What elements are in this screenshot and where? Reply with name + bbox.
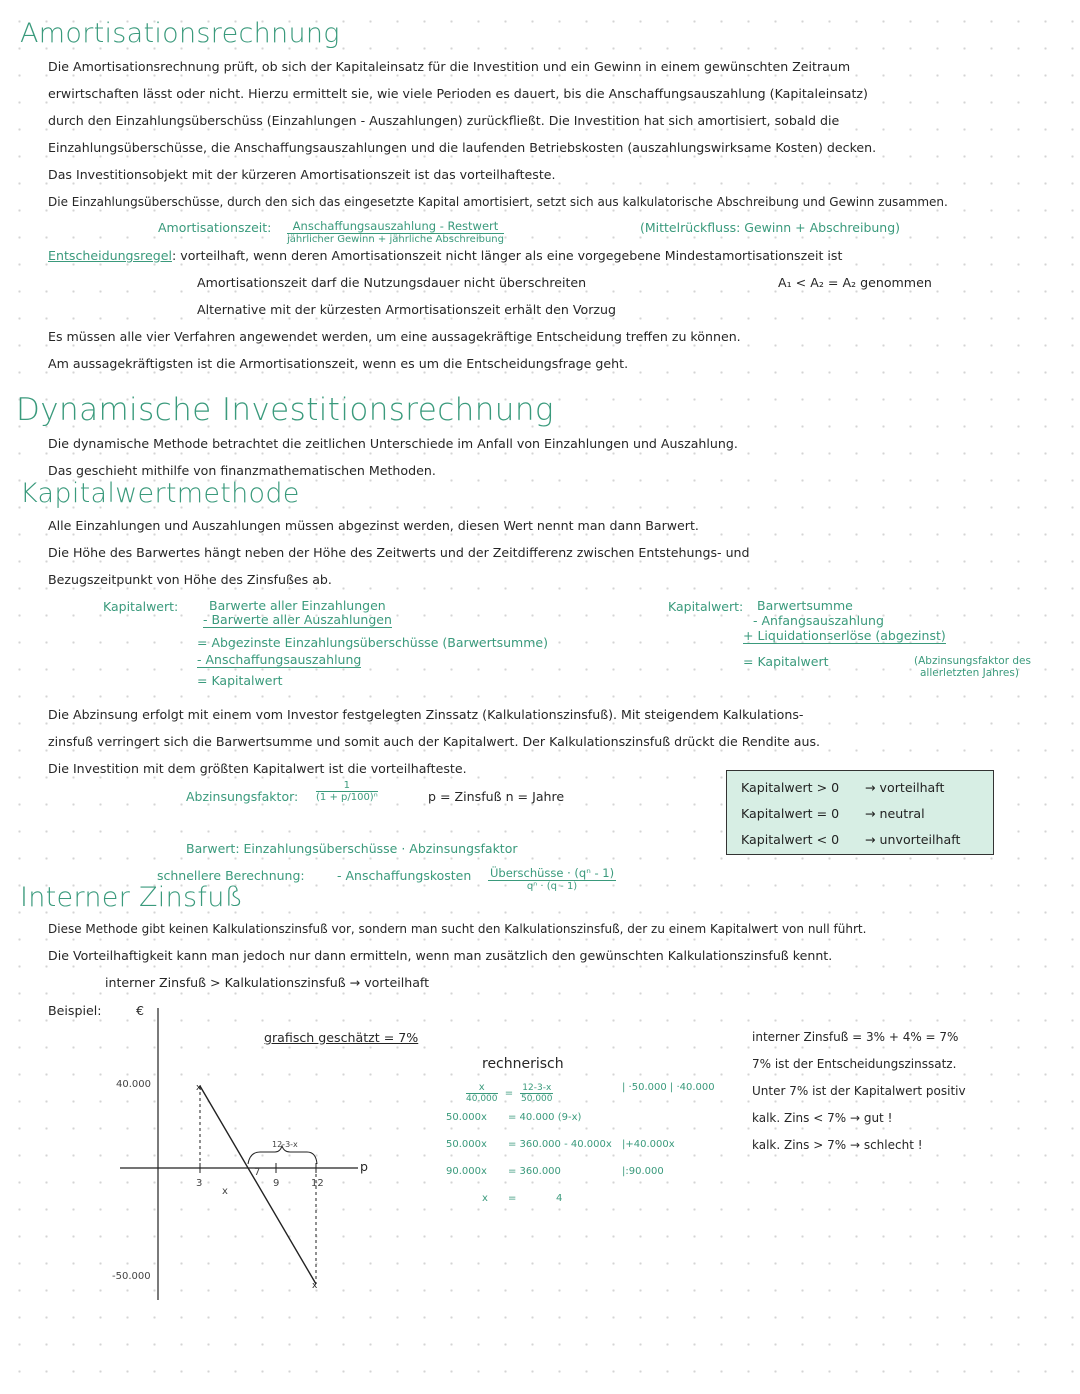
kw-right-note-1: (Abzinsungsfaktor des <box>914 655 1031 667</box>
dynamic-line-2: Das geschieht mithilfe von finanzmathematischen Methoden. <box>48 463 436 478</box>
rechnerisch-row-3b: = 360.000 <box>508 1166 561 1177</box>
amort-line-5: Das Investitionsobjekt mit der kürzeren Amortisationszeit ist das vorteilhafteste. <box>48 167 556 182</box>
amort-formula <box>287 219 504 245</box>
kw-line-4: Die Abzinsung erfolgt mit einem vom Investor festgelegten Zinssatz (Kalkulationszinsfuß). Mit steigendem Kalkulations- <box>48 707 804 722</box>
y-tick-bottom: -50.000 <box>112 1271 151 1282</box>
x-tick-9: 9 <box>273 1178 280 1189</box>
rechnerisch-row-2a: 50.000x <box>446 1139 487 1150</box>
kw-left-3: = Abgezinste Einzahlungsüberschüsse (Barwertsumme) <box>197 635 548 650</box>
x-tick-7: 7 <box>254 1167 261 1178</box>
kw-right-2: - Anfangsauszahlung <box>753 613 884 628</box>
point-mark-top: x <box>196 1083 202 1093</box>
x-tick-12: 12 <box>311 1178 324 1189</box>
abzinsungsfaktor-label: Abzinsungsfaktor: <box>186 789 299 804</box>
x-axis-label: p <box>360 1159 368 1174</box>
box-row-negative: Kapitalwert < 0 → unvorteilhaft <box>741 832 961 847</box>
kw-left-5: = Kapitalwert <box>197 673 283 688</box>
rechnerisch-row-1b: = 40.000 (9-x) <box>508 1112 582 1123</box>
schnell-denominator: qⁿ · (q - 1) <box>526 881 578 892</box>
euro-label: € <box>136 1003 145 1018</box>
kw-left-1: Barwerte aller Einzahlungen <box>209 598 386 613</box>
amort-formula-denominator: jährlicher Gewinn + jährliche Abschreibung <box>287 234 504 245</box>
iz-line-2: Die Vorteilhaftigkeit kann man jedoch nur dann ermitteln, wenn man zusätzlich den gewünschten Kalkulationszinsfuß kennt. <box>48 948 833 963</box>
schnell-numerator: Überschüsse · (qⁿ - 1) <box>490 866 615 880</box>
note-4: kalk. Zins < 7% → gut ! <box>752 1111 893 1125</box>
amort-rule-2-side: A₁ < A₂ = A₂ genommen <box>778 275 932 290</box>
note-3: Unter 7% ist der Kapitalwert positiv <box>752 1084 966 1098</box>
rechnerisch-row-2c: |+40.000x <box>622 1139 675 1150</box>
amort-line-4: Einzahlungsüberschüsse, die Anschaffungsauszahlungen und die laufenden Betriebskosten (auszahlungswirksame Kosten) decken. <box>48 140 877 155</box>
amort-rule-3: Alternative mit der kürzesten Armortisationszeit erhält den Vorzug <box>197 302 616 317</box>
kw-right-4: = Kapitalwert <box>743 654 829 669</box>
kapitalwert-line <box>200 1086 316 1284</box>
beispiel-label: Beispiel: <box>48 1003 102 1018</box>
kw-left-label: Kapitalwert: <box>103 599 179 614</box>
note-2: 7% ist der Entscheidungszinssatz. <box>752 1057 957 1071</box>
rechnerisch-side: | ·50.000 | ·40.000 <box>622 1082 715 1093</box>
kw-line-1: Alle Einzahlungen und Auszahlungen müssen abgezinst werden, diesen Wert nennt man dann Barwert. <box>48 518 699 533</box>
rechnerisch-row-2b: = 360.000 - 40.000x <box>508 1139 612 1150</box>
kapitalwert-decision-box <box>726 770 994 855</box>
amort-line-1: Die Amortisationsrechnung prüft, ob sich der Kapitaleinsatz für die Investition und ein Gewinn in einem gewünschten Zeitraum <box>48 59 851 74</box>
rechnerisch-row-4b: = <box>508 1193 517 1204</box>
x-tick-x: x <box>222 1186 228 1197</box>
kw-line-3: Bezugszeitpunkt von Höhe des Zinsfußes ab. <box>48 572 332 587</box>
abz-numerator: 1 <box>316 780 378 792</box>
x-tick-3: 3 <box>196 1178 203 1189</box>
iz-line-3: interner Zinsfuß > Kalkulationszinsfuß → vorteilhaft <box>105 975 430 990</box>
amort-rule <box>48 248 842 264</box>
rechnerisch-row-3a: 90.000x <box>446 1166 487 1177</box>
amort-line-3: durch den Einzahlungsüberschüss (Einzahlungen - Auszahlungen) zurückfließt. Die Investition hat sich amortisiert, sobald die <box>48 113 840 128</box>
section-title-kapitalwert: Kapitalwertmethode <box>20 478 300 509</box>
rechnerisch-row-4c: 4 <box>556 1193 563 1204</box>
brace-label: 12-3-x <box>272 1140 298 1149</box>
amort-line-6: Die Einzahlungsüberschüsse, durch den sich das eingesetzte Kapital amortisiert, setzt sich aus kalkulatorische Abschreibung und Gewinn zusammen. <box>48 195 948 209</box>
kw-line-6: Die Investition mit dem größten Kapitalwert ist die vorteilhafteste. <box>48 761 467 776</box>
note-5: kalk. Zins > 7% → schlecht ! <box>752 1138 923 1152</box>
amort-line-8: Am aussagekräftigsten ist die Armortisationszeit, wenn es um die Entscheidungsfrage geht. <box>48 356 629 371</box>
kw-right-note-2: allerletzten Jahres) <box>920 667 1019 679</box>
rechnerisch-row-1a: 50.000x <box>446 1112 487 1123</box>
rechnerisch-eq: $\frac{x}{40.000}$ = $\frac{12-3-x}{50.000}$ <box>466 1082 553 1104</box>
schnell-label: schnellere Berechnung: <box>157 868 305 883</box>
abz-variables: p = Zinsfuß n = Jahre <box>428 789 565 804</box>
kw-line-5: zinsfuß verringert sich die Barwertsumme und somit auch der Kapitalwert. Der Kalkulationszinsfuß drückt die Rendite aus. <box>48 734 821 749</box>
amort-formula-numerator: Anschaffungsauszahlung - Restwert <box>287 219 504 234</box>
rechnerisch-title: rechnerisch <box>482 1056 564 1072</box>
section-title-dynamic: Dynamische Investitionsrechnung <box>16 392 554 428</box>
note-1: interner Zinsfuß = 3% + 4% = 7% <box>752 1030 959 1044</box>
kw-left-4: - Anschaffungsauszahlung <box>197 652 362 667</box>
amort-rule-2: Amortisationszeit darf die Nutzungsdauer nicht überschreiten <box>197 275 587 290</box>
amort-line-7: Es müssen alle vier Verfahren angewendet werden, um eine aussagekräftige Entscheidung treffen zu können. <box>48 329 741 344</box>
box-row-positive: Kapitalwert > 0 → vorteilhaft <box>741 780 945 795</box>
amort-rule-1: : vorteilhaft, wenn deren Amortisationszeit nicht länger als eine vorgegebene Mindestamortisationszeit ist <box>172 248 843 263</box>
y-tick-top: 40.000 <box>116 1079 151 1090</box>
iz-line-1: Diese Methode gibt keinen Kalkulationszinsfuß vor, sondern man sucht den Kalkulationszinsfuß, der zu einem Kapitalwert von null führt. <box>48 922 867 936</box>
abzinsungsfaktor-formula <box>316 780 378 803</box>
graph-title: grafisch geschätzt = 7% <box>264 1030 419 1045</box>
barwert-formula: Barwert: Einzahlungsüberschüsse · Abzinsungsfaktor <box>186 841 518 856</box>
section-title-interner: Interner Zinsfuß <box>20 882 244 913</box>
rechnerisch-row-3c: |:90.000 <box>622 1166 664 1177</box>
dynamic-line-1: Die dynamische Methode betrachtet die zeitlichen Unterschiede im Anfall von Einzahlungen und Auszahlung. <box>48 436 738 451</box>
schnell-expr: - Anschaffungskosten <box>337 868 472 883</box>
abz-denominator: (1 + p/100)ⁿ <box>316 792 378 803</box>
interner-zinsfuss-graph <box>100 1000 400 1310</box>
kw-right-label: Kapitalwert: <box>668 599 744 614</box>
box-row-neutral: Kapitalwert = 0 → neutral <box>741 806 925 821</box>
kw-right-3: + Liquidationserlöse (abgezinst) <box>743 628 946 643</box>
schnell-fraction <box>488 866 616 892</box>
point-mark-bottom: x <box>312 1281 318 1291</box>
kw-line-2: Die Höhe des Barwertes hängt neben der Höhe des Zeitwerts und der Zeitdifferenz zwischen Entstehungs- und <box>48 545 750 560</box>
amort-formula-note: (Mittelrückfluss: Gewinn + Abschreibung) <box>640 220 901 235</box>
kw-left-2: - Barwerte aller Auszahlungen <box>203 612 392 627</box>
rechnerisch-row-4a: x <box>482 1193 488 1204</box>
amort-line-2: erwirtschaften lässt oder nicht. Hierzu ermittelt sie, wie viele Perioden es dauert, bis die Anschaffungsauszahlung (Kapitaleinsatz) <box>48 86 868 101</box>
section-title-amortisation: Amortisationsrechnung <box>20 18 340 49</box>
kw-right-1: Barwertsumme <box>757 598 853 613</box>
amort-rule-label: Entscheidungsregel <box>48 248 172 263</box>
amort-formula-label: Amortisationszeit: <box>158 220 272 235</box>
